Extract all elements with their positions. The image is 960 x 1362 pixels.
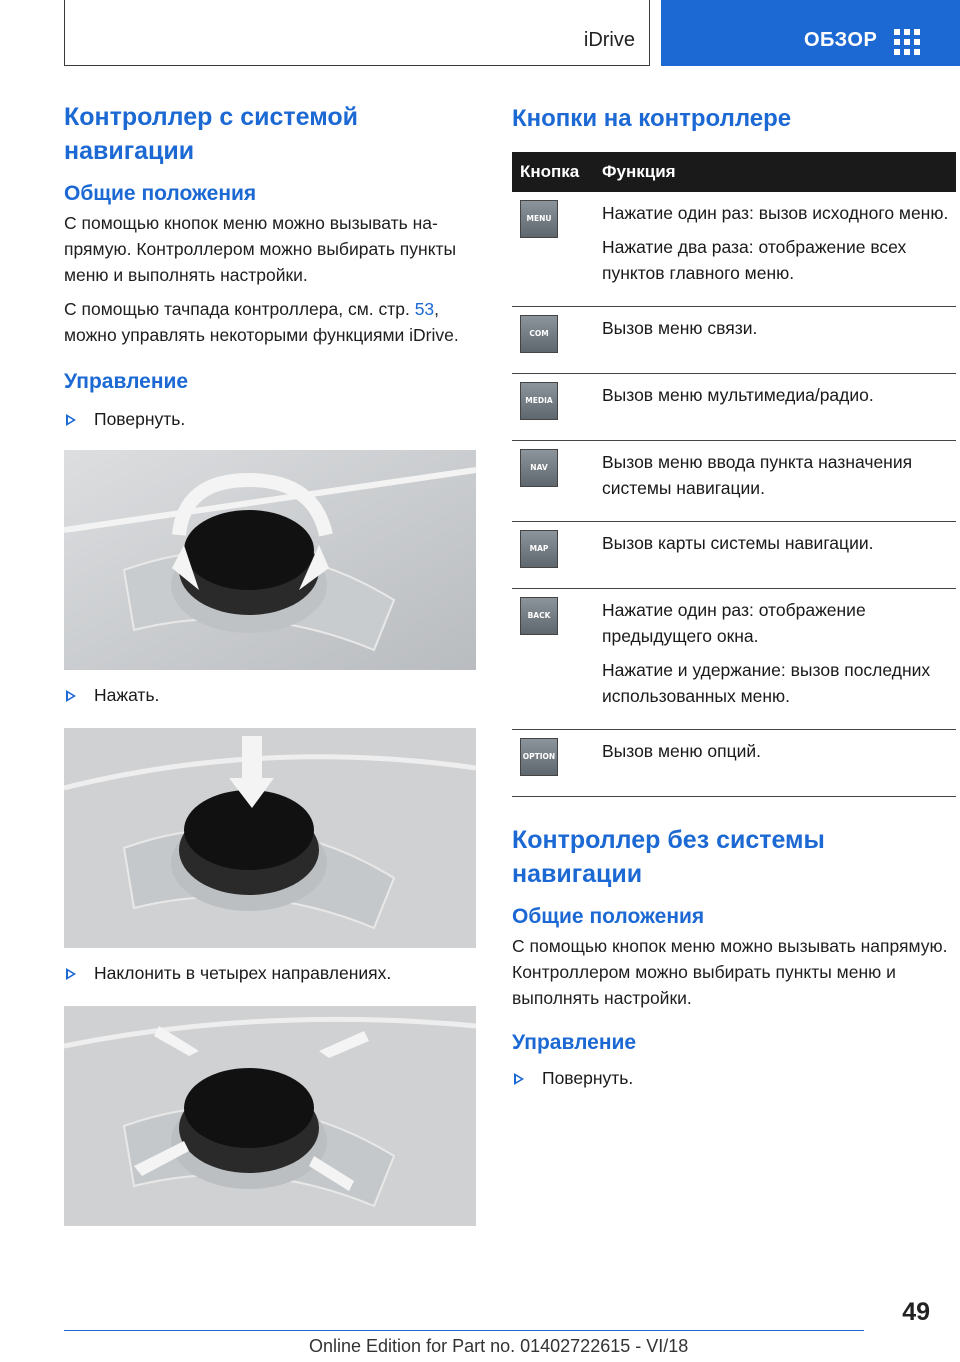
overview-tab[interactable] xyxy=(661,0,960,66)
function-text: Нажатие один раз: отображение предыдущего окна. xyxy=(602,600,866,646)
left-column xyxy=(64,100,476,1226)
function-text: Вызов меню связи. xyxy=(602,318,758,338)
function-text: Вызов карты системы навигации. xyxy=(602,533,874,553)
page-link[interactable]: 53 xyxy=(414,299,435,319)
general-paragraph-2: С помощью кнопок меню можно вызывать напрямую. Контроллером можно выбирать пункты меню и выполнять настройки. xyxy=(512,936,948,1008)
page-number: 49 xyxy=(902,1298,930,1326)
bullet-rotate xyxy=(64,406,476,432)
control-heading: Управление xyxy=(64,370,189,393)
function-text: Нажатие два раза: отображение всех пунктов главного меню. xyxy=(602,237,907,283)
function-text: Нажатие один раз: вызов исходного меню. xyxy=(602,203,949,223)
bullet-press xyxy=(64,682,476,708)
touchpad-text-end: , можно управлять некоторыми функциями iDrive. xyxy=(64,299,459,345)
table-row xyxy=(512,307,956,374)
table-row xyxy=(512,522,956,589)
table-row xyxy=(512,192,956,307)
triangle-bullet-icon xyxy=(514,1073,524,1085)
tilt-illustration xyxy=(64,1006,476,1226)
buttons-table xyxy=(512,152,956,797)
table-header-button: Кнопка xyxy=(512,152,596,192)
bullet-rotate-2 xyxy=(512,1065,956,1091)
table-row xyxy=(512,730,956,797)
overview-tab-label: ОБЗОР xyxy=(804,29,878,51)
option-button-icon: OPTION xyxy=(520,738,558,776)
map-button-icon: MAP xyxy=(520,530,558,568)
function-text: Вызов меню опций. xyxy=(602,741,762,761)
general-paragraph: С помощью кнопок меню можно вызывать напрямую. Контроллером можно выбирать пункты меню и выполнять настройки. xyxy=(64,213,457,285)
grid-icon xyxy=(894,29,920,55)
bullet-tilt xyxy=(64,960,476,986)
function-text: Нажатие и удержание: вызов последних использованных меню. xyxy=(602,660,931,706)
back-button-icon: BACK xyxy=(520,597,558,635)
footer-divider xyxy=(64,1330,864,1331)
bullet-tilt-text: Наклонить в четырех направлениях. xyxy=(94,963,392,983)
touchpad-text-start: С помощью тачпада контроллера, см. стр. xyxy=(64,299,415,319)
bullet-rotate-2-text: Повернуть. xyxy=(542,1068,634,1088)
rotate-illustration xyxy=(64,450,476,670)
triangle-bullet-icon xyxy=(66,968,76,980)
table-row xyxy=(512,441,956,522)
section-title-no-nav: Контроллер без системы навигации xyxy=(512,826,825,888)
com-button-icon: COM xyxy=(520,315,558,353)
press-illustration xyxy=(64,728,476,948)
touchpad-paragraph xyxy=(64,296,476,348)
section-title-with-nav: Контроллер с системой навигации xyxy=(64,103,358,165)
general-heading: Общие положения xyxy=(64,182,257,205)
header-frame xyxy=(64,0,650,66)
section-title: iDrive xyxy=(583,29,635,51)
nav-button-icon: NAV xyxy=(520,449,558,487)
table-row xyxy=(512,589,956,730)
table-row xyxy=(512,374,956,441)
bullet-rotate-text: Повернуть. xyxy=(94,409,186,429)
triangle-bullet-icon xyxy=(66,414,76,426)
bullet-press-text: Нажать. xyxy=(94,685,160,705)
control-heading-2: Управление xyxy=(512,1031,637,1054)
table-header-row xyxy=(512,152,956,192)
table-header-function: Функция xyxy=(596,152,956,192)
right-column xyxy=(512,100,956,1091)
edition-text: Online Edition for Part no. 01402722615 - VI/18 xyxy=(309,1336,689,1356)
media-button-icon: MEDIA xyxy=(520,382,558,420)
menu-button-icon: MENU xyxy=(520,200,558,238)
function-text: Вызов меню мультимедиа/радио. xyxy=(602,385,874,405)
function-text: Вызов меню ввода пункта назначения системы навигации. xyxy=(602,452,913,498)
buttons-title: Кнопки на контроллере xyxy=(512,105,792,132)
general-heading-2: Общие положения xyxy=(512,905,705,928)
triangle-bullet-icon xyxy=(66,690,76,702)
